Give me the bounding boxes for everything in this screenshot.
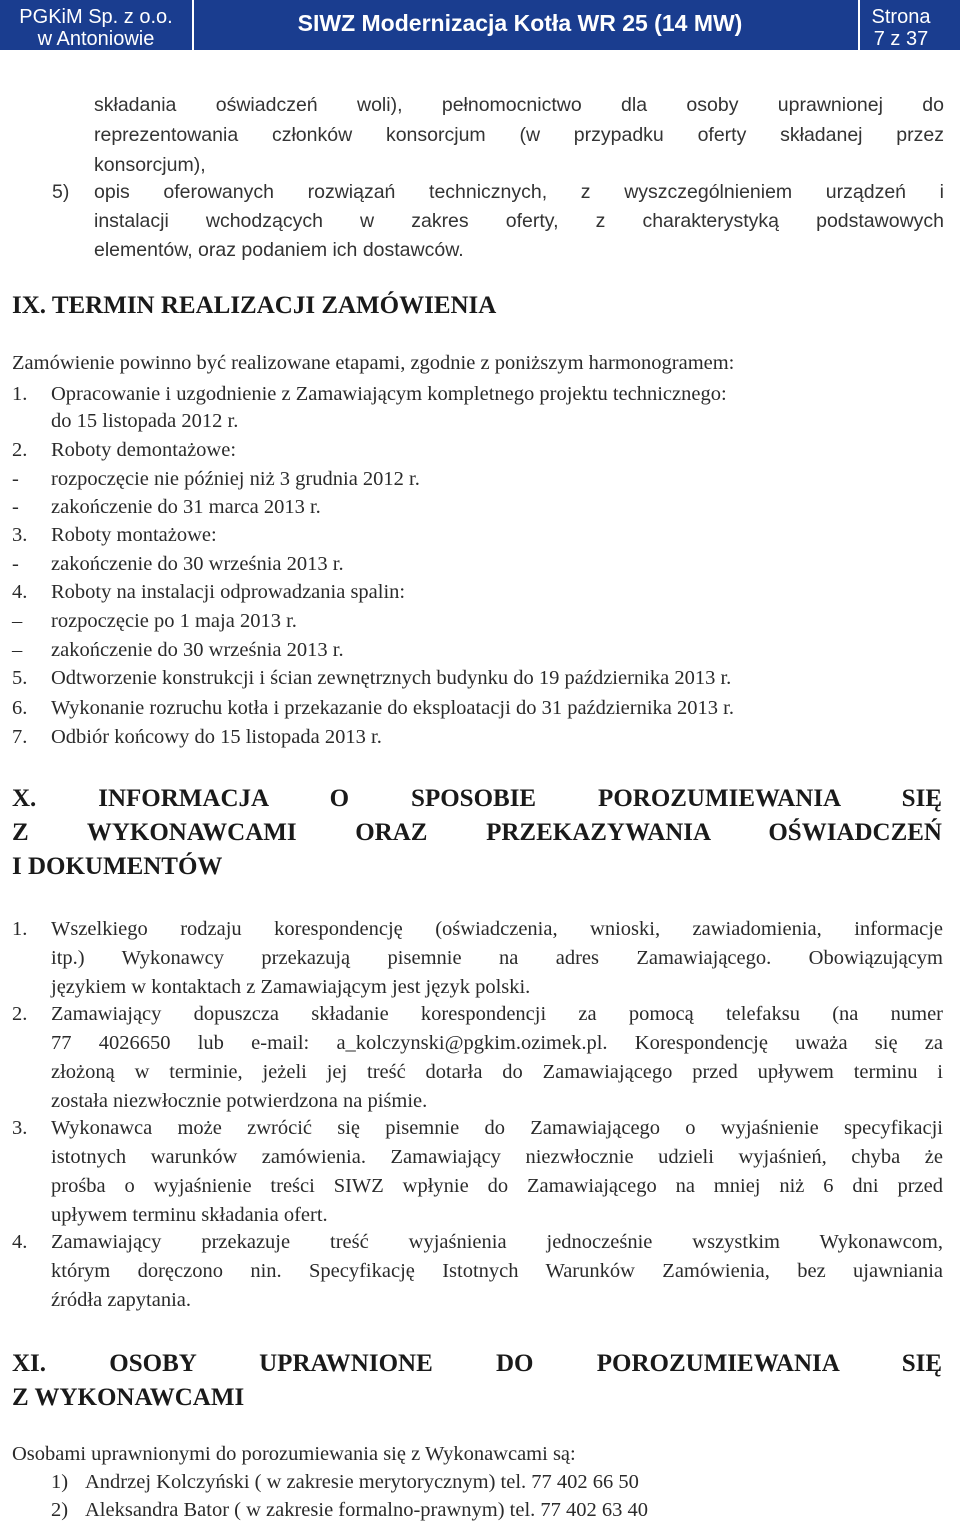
page-indicator [856,6,946,50]
list-item-text: Opracowanie i uzgodnienie z Zamawiającym kompletnego projektu technicznego: [51,383,727,405]
list-item-text: zakończenie do 31 marca 2013 r. [51,496,321,518]
section-heading: I DOKUMENTÓW [12,853,223,880]
list-number: 6. [12,697,28,719]
list-item-text: źródła zapytania. [51,1289,192,1311]
section-heading: Z WYKONAWCAMI [12,1384,245,1411]
section-heading: Z WYKONAWCAMI ORAZ PRZEKAZYWANIA OŚWIADCZEŃ [12,819,942,846]
list-dash: - [12,553,19,575]
list-item-text: językiem w kontaktach z Zamawiającym jest język polski. [51,976,531,998]
list-item-text: zakończenie do 30 września 2013 r. [51,553,344,575]
section-intro: Zamówienie powinno być realizowane etapami, zgodnie z poniższym harmonogramem: [12,352,735,374]
list-number: 2. [12,439,28,461]
list-item-text: którym doręczono nin. Specyfikację Istotnych Warunków Zamówienia, bez ujawniania [51,1260,943,1282]
list-item-text: Roboty demontażowe: [51,439,237,461]
list-item-text: Roboty na instalacji odprowadzania spalin: [51,581,406,603]
page-label: Strona [871,6,931,28]
section-heading: IX. TERMIN REALIZACJI ZAMÓWIENIA [12,292,497,319]
list-item-text: Zamawiający przekazuje treść wyjaśnienia jednocześnie wszystkim Wykonawcom, [51,1231,943,1253]
list-number: 5. [12,667,28,689]
list-number: 5) [52,181,70,203]
section-heading: X. INFORMACJA O SPOSOBIE POROZUMIEWANIA SIĘ [12,785,942,812]
list-item-text: Wykonanie rozruchu kotła i przekazanie do eksploatacji do 31 października 2013 r. [51,697,734,719]
company-line-2: w Antoniowie [37,28,155,50]
section-intro: Osobami uprawnionymi do porozumiewania się z Wykonawcami są: [12,1443,576,1465]
list-item-text: do 15 listopada 2012 r. [51,410,239,432]
continuation-line: reprezentowania członków konsorcjum (w przypadku oferty składanej przez [94,124,944,146]
list-item-text: Wykonawca może zwrócić się pisemnie do Zamawiającego o wyjaśnienie specyfikacji [51,1117,943,1139]
list-number: 4. [12,581,28,603]
list-item-text: Odtworzenie konstrukcji i ścian zewnętrznych budynku do 19 października 2013 r. [51,667,732,689]
list-item-text: istotnych warunków zamówienia. Zamawiający niezwłocznie udzieli wyjaśnień, chyba że [51,1146,943,1168]
list-dash: - [12,468,19,490]
list-item-text: upływem terminu składania ofert. [51,1204,328,1226]
list-item-text: itp.) Wykonawcy przekazują pisemnie na adres Zamawiającego. Obowiązującym [51,947,943,969]
list-number: 3. [12,1117,28,1139]
list-number: 4. [12,1231,28,1253]
contact-person: Andrzej Kolczyński ( w zakresie merytorycznym) tel. 77 402 66 50 [85,1471,639,1493]
list-number: 3. [12,524,28,546]
contact-person: Aleksandra Bator ( w zakresie formalno-prawnym) tel. 77 402 63 40 [85,1499,649,1521]
list-item-text: opis oferowanych rozwiązań technicznych, z wyszczególnieniem urządzeń i [94,181,944,203]
list-item-text: została niezwłocznie potwierdzona na piśmie. [51,1090,428,1112]
company-line-1: PGKiM Sp. z o.o. [19,6,173,28]
list-number: 7. [12,726,28,748]
list-item-text: złożoną w terminie, jeżeli jej treść dotarła do Zamawiającego przed upływem terminu i [51,1061,943,1083]
page-number: 7 z 37 [873,28,929,50]
continuation-line: składania oświadczeń woli), pełnomocnictwo dla osoby uprawnionej do [94,94,944,116]
list-item-text: Odbiór końcowy do 15 listopada 2013 r. [51,726,382,748]
list-dash: – [12,610,23,632]
list-dash: – [12,639,23,661]
list-item-text: instalacji wchodzących w zakres oferty, z charakterystyką podstawowych [94,210,944,232]
list-item-text: prośba o wyjaśnienie treści SIWZ wpłynie do Zamawiającego na mniej niż 6 dni przed [51,1175,943,1197]
list-item-text: Zamawiający dopuszcza składanie korespondencji za pomocą telefaksu (na numer [51,1003,943,1025]
list-number: 1) [51,1471,69,1493]
list-item-text: rozpoczęcie po 1 maja 2013 r. [51,610,297,632]
section-heading: XI. OSOBY UPRAWNIONE DO POROZUMIEWANIA SIĘ [12,1350,942,1377]
page-header [0,0,960,50]
list-item-text: Roboty montażowe: [51,524,217,546]
document-title: SIWZ Modernizacja Kotła WR 25 (14 MW) [297,10,743,36]
list-item-text: rozpoczęcie nie później niż 3 grudnia 2012 r. [51,468,420,490]
list-number: 2) [51,1499,69,1521]
list-number: 2. [12,1003,28,1025]
list-number: 1. [12,918,28,940]
list-item-text: Wszelkiego rodzaju korespondencję (oświadczenia, wnioski, zawiadomienia, informacje [51,918,943,940]
list-number: 1. [12,383,28,405]
list-item-text: elementów, oraz podaniem ich dostawców. [94,239,464,261]
list-dash: - [12,496,19,518]
continuation-line: konsorcjum), [94,154,206,176]
list-item-text: zakończenie do 30 września 2013 r. [51,639,344,661]
company-name [6,6,186,50]
list-item-text: 77 4026650 lub e-mail: a_kolczynski@pgkim.ozimek.pl. Korespondencję uważa się za [51,1032,943,1054]
